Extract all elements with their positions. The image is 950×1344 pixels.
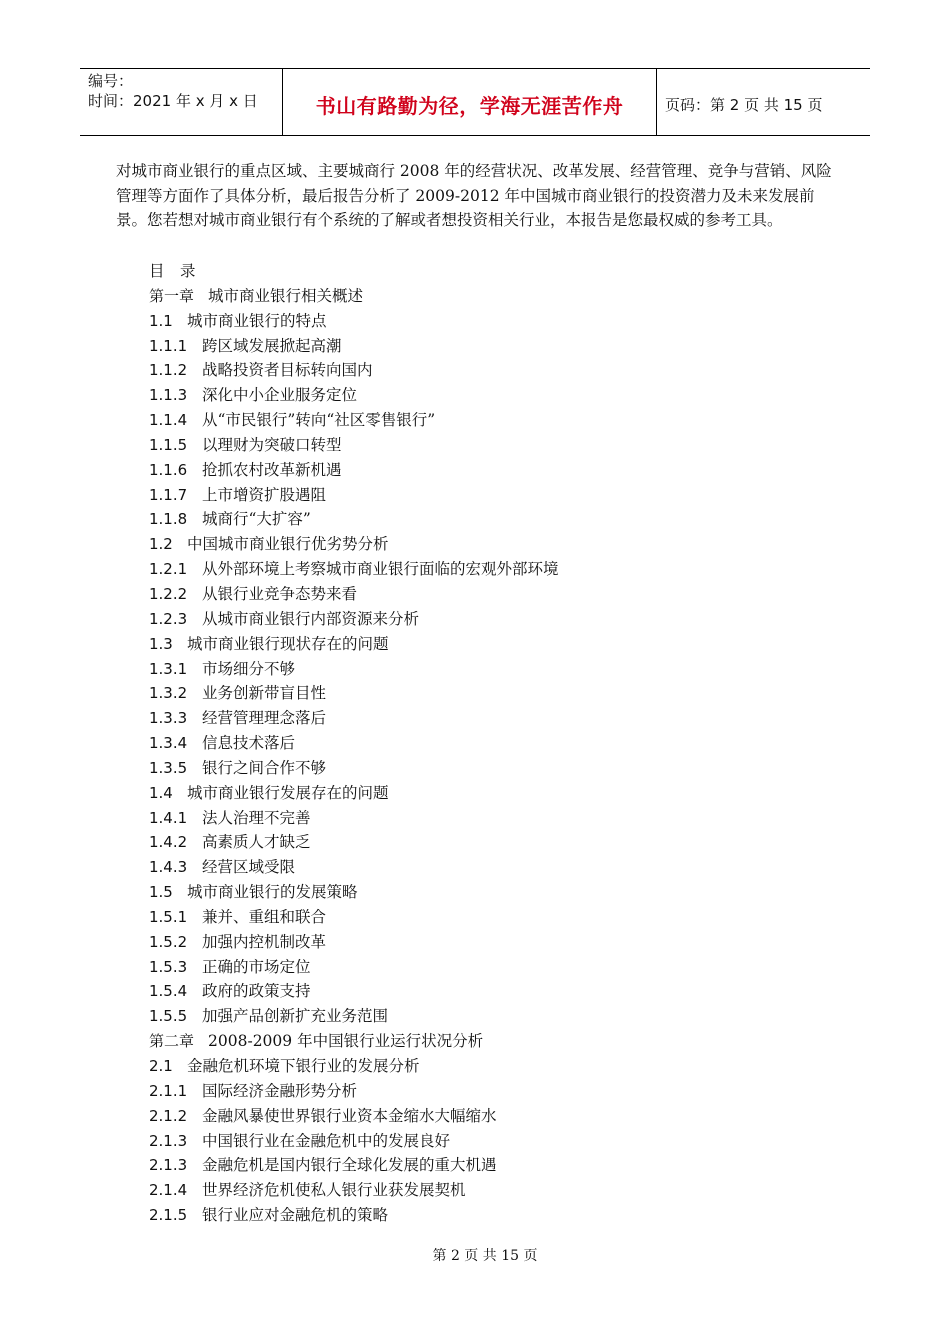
header-motto-cell [283, 69, 657, 135]
toc-entry-number: 1.1.7 [149, 485, 188, 504]
document-number-label: 编号： [88, 72, 134, 90]
toc-entry-title: 城商行“大扩容” [202, 510, 311, 529]
toc-entry-number: 1.3.1 [149, 659, 188, 678]
toc-entry [149, 433, 559, 458]
toc-entry-title: 2008-2009 年中国银行业运行状况分析 [208, 1032, 484, 1051]
toc-entry-number: 1.2 [149, 535, 173, 554]
toc-entry [149, 781, 559, 806]
toc-entry-title: 从银行业竞争态势来看 [202, 584, 358, 603]
toc-entry-number: 1.1 [149, 311, 173, 330]
toc-entry [149, 657, 559, 682]
toc-entry-number: 1.3.3 [149, 709, 188, 728]
toc-entry [149, 855, 559, 880]
toc-entry [149, 905, 559, 930]
toc-entry-title: 信息技术落后 [202, 734, 296, 753]
toc-entry-title: 高素质人才缺乏 [202, 833, 311, 852]
toc-entry [149, 1029, 559, 1054]
toc-entry-number: 1.5.3 [149, 957, 188, 976]
toc-entry-title: 中国银行业在金融危机中的发展良好 [202, 1131, 451, 1150]
toc-entry-number: 1.1.2 [149, 361, 188, 380]
toc-entry-title: 世界经济危机使私人银行业获发展契机 [202, 1181, 466, 1200]
document-date: 时间：2021 年 x 月 x 日 [88, 92, 258, 110]
toc-entry-number: 2.1.5 [149, 1206, 188, 1225]
toc-entry-title: 城市商业银行发展存在的问题 [187, 783, 389, 802]
toc-entry [149, 830, 559, 855]
toc-entry-title: 从“市民银行”转向“社区零售银行” [202, 411, 436, 430]
toc-entry [149, 607, 559, 632]
toc-entry-number: 1.4.1 [149, 808, 188, 827]
toc-entry-number: 1.3.5 [149, 758, 188, 777]
toc-entry-title: 战略投资者目标转向国内 [202, 361, 373, 380]
toc-entry-number: 1.1.4 [149, 411, 188, 430]
toc-entry [149, 334, 559, 359]
toc-entry-number: 1.1.6 [149, 460, 188, 479]
toc-entry [149, 507, 559, 532]
toc-entry [149, 1178, 559, 1203]
toc-entry-title: 银行业应对金融危机的策略 [202, 1206, 389, 1225]
page-header [80, 68, 870, 136]
toc-entry [149, 1153, 559, 1178]
toc-entry-number: 1.2.2 [149, 584, 188, 603]
intro-paragraph: 对城市商业银行的重点区域、主要城商行 2008 年的经营状况、改革发展、经营管理、竞争与营销、风险管理等方面作了具体分析，最后报告分析了 2009-2012 年中国城市商业银行的投资潜力及未来发展前景。您若想对城市商业银行有个系统的了解或者想投资相关行业，本报告是您最权威的参考工具。 [116, 162, 832, 229]
toc-entry-number: 1.3.2 [149, 684, 188, 703]
toc-entry-number: 1.3.4 [149, 734, 188, 753]
page-footer: 第 2 页 共 15 页 [432, 1248, 538, 1264]
toc-entry [149, 483, 559, 508]
header-motto: 书山有路勤为径，学海无涯苦作舟 [315, 93, 624, 118]
toc-entry [149, 1129, 559, 1154]
toc-entry-number: 2.1 [149, 1057, 173, 1075]
toc-entry-number: 1.4 [149, 783, 173, 802]
toc-entry-number: 1.1.5 [149, 435, 188, 454]
toc-entry [149, 383, 559, 408]
toc-entry-number: 2.1.2 [149, 1106, 188, 1125]
toc-entry [149, 309, 559, 334]
toc-entry-number: 1.1.8 [149, 510, 188, 529]
toc-entry [149, 557, 559, 582]
toc-entry [149, 408, 559, 433]
header-meta [80, 69, 283, 135]
toc-entry [149, 532, 559, 557]
toc-entry [149, 284, 559, 309]
toc-entry-title: 抢抓农村改革新机遇 [202, 460, 342, 479]
toc-entry-title: 金融危机是国内银行全球化发展的重大机遇 [202, 1156, 497, 1175]
toc-entry-number: 2.1.3 [149, 1156, 188, 1175]
toc-entry [149, 1079, 559, 1104]
toc-entry [149, 731, 559, 756]
toc-entry [149, 979, 559, 1004]
toc-entry [149, 1203, 559, 1228]
header-page-info: 页码：第 2 页 共 15 页 [665, 95, 823, 114]
toc-entry-number: 1.1.1 [149, 336, 188, 355]
toc-entry [149, 458, 559, 483]
toc-entry-number: 1.5.5 [149, 1007, 188, 1026]
toc-entry [149, 806, 559, 831]
toc-entry-number: 1.5.4 [149, 982, 188, 1001]
toc-entry-number: 2.1.1 [149, 1081, 188, 1100]
toc-entry-title: 经营区域受限 [202, 858, 296, 877]
toc-entry-title: 业务创新带盲目性 [202, 684, 327, 703]
toc-entry [149, 681, 559, 706]
toc-entry-title: 金融危机环境下银行业的发展分析 [187, 1057, 420, 1075]
toc-entry-number: 1.4.3 [149, 858, 188, 877]
toc-entry-title: 上市增资扩股遇阻 [202, 485, 327, 504]
toc-entry-number: 1.5 [149, 883, 173, 902]
toc-entry-number: 1.2.1 [149, 560, 188, 579]
toc-entry [149, 1104, 559, 1129]
toc-entry-title: 法人治理不完善 [202, 808, 311, 827]
toc-entry [149, 706, 559, 731]
toc-entry [149, 880, 559, 905]
table-of-contents [149, 259, 559, 1228]
toc-entry [149, 358, 559, 383]
toc-entry-title: 跨区域发展掀起高潮 [202, 336, 342, 355]
toc-entry-title: 城市商业银行的发展策略 [187, 883, 358, 902]
toc-entry-number: 第一章 [149, 286, 195, 305]
toc-entry-title: 深化中小企业服务定位 [202, 386, 358, 405]
toc-entry-number: 1.5.2 [149, 932, 188, 951]
toc-entry [149, 930, 559, 955]
toc-entry-number: 2.1.3 [149, 1131, 188, 1150]
toc-entry-title: 银行之间合作不够 [202, 758, 327, 777]
toc-entry-title: 城市商业银行的特点 [187, 311, 327, 330]
toc-entry-number: 1.5.1 [149, 907, 188, 926]
toc-entry-number: 第二章 [149, 1032, 195, 1051]
toc-entry-title: 市场细分不够 [202, 659, 296, 678]
toc-entry-title: 城市商业银行现状存在的问题 [187, 634, 389, 653]
toc-entry-title: 以理财为突破口转型 [202, 435, 342, 454]
header-page-info-cell [657, 69, 870, 135]
toc-entry [149, 1004, 559, 1029]
toc-entry-number: 1.4.2 [149, 833, 188, 852]
toc-entry-title: 从外部环境上考察城市商业银行面临的宏观外部环境 [202, 560, 559, 579]
toc-entry-title: 城市商业银行相关概述 [208, 286, 364, 305]
toc-entry-title: 国际经济金融形势分析 [202, 1081, 358, 1100]
toc-entry-number: 1.2.3 [149, 609, 188, 628]
toc-entry-title: 金融风暴使世界银行业资本金缩水大幅缩水 [202, 1106, 497, 1125]
toc-entry-title: 从城市商业银行内部资源来分析 [202, 609, 420, 628]
toc-entry-title: 政府的政策支持 [202, 982, 311, 1001]
toc-entry-title: 中国城市商业银行优劣势分析 [187, 535, 389, 554]
toc-entry [149, 955, 559, 980]
toc-heading: 目 录 [149, 262, 196, 280]
toc-entry-title: 兼并、重组和联合 [202, 907, 327, 926]
toc-entry-number: 1.3 [149, 634, 173, 653]
toc-entry [149, 1054, 559, 1079]
toc-entry-title: 经营管理理念落后 [202, 709, 327, 728]
toc-entry-number: 1.1.3 [149, 386, 188, 405]
toc-entry [149, 632, 559, 657]
toc-entry-title: 正确的市场定位 [202, 957, 311, 976]
toc-entry-number: 2.1.4 [149, 1181, 188, 1200]
toc-entry-title: 加强内控机制改革 [202, 932, 327, 951]
toc-entry [149, 582, 559, 607]
toc-entry-title: 加强产品创新扩充业务范围 [202, 1007, 389, 1026]
toc-entry [149, 756, 559, 781]
